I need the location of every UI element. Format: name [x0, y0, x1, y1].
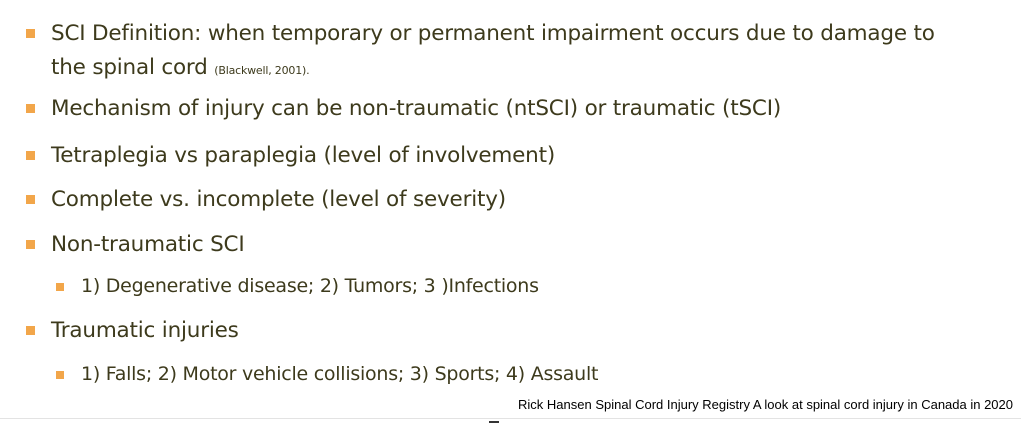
bullet-text: SCI Definition: when temporary or permanent impairment occurs due to damage to [51, 21, 935, 46]
source-citation: Rick Hansen Spinal Cord Injury Registry A look at spinal cord injury in Canada in 2020 [518, 397, 1013, 412]
bullet-marker-icon [26, 195, 35, 204]
bullet-text: Complete vs. incomplete (level of severity) [51, 187, 506, 212]
bullet-text: Tetraplegia vs paraplegia (level of involvement) [51, 143, 556, 168]
bullet-marker-icon [26, 240, 35, 249]
subbullet-text: 1) Falls; 2) Motor vehicle collisions; 3) Sports; 4) Assault [81, 363, 599, 385]
bottom-divider [0, 418, 1021, 419]
bullet-text-continued [51, 55, 309, 80]
subbullet-marker-icon [56, 371, 64, 379]
bullet-text: Mechanism of injury can be non-traumatic (ntSCI) or traumatic (tSCI) [51, 96, 782, 121]
bullet-text: Traumatic injuries [51, 318, 239, 343]
bullet-marker-icon [26, 326, 35, 335]
bullet-text: Non-traumatic SCI [51, 232, 245, 257]
subbullet-text: 1) Degenerative disease; 2) Tumors; 3 )Infections [81, 275, 539, 297]
bullet-marker-icon [26, 29, 35, 38]
subbullet-marker-icon [56, 283, 64, 291]
bullet-text-line2: the spinal cord [51, 55, 208, 80]
citation: (Blackwell, 2001). [214, 64, 310, 77]
bullet-marker-icon [26, 151, 35, 160]
slide-tick-mark [489, 421, 499, 423]
bullet-marker-icon [26, 104, 35, 113]
